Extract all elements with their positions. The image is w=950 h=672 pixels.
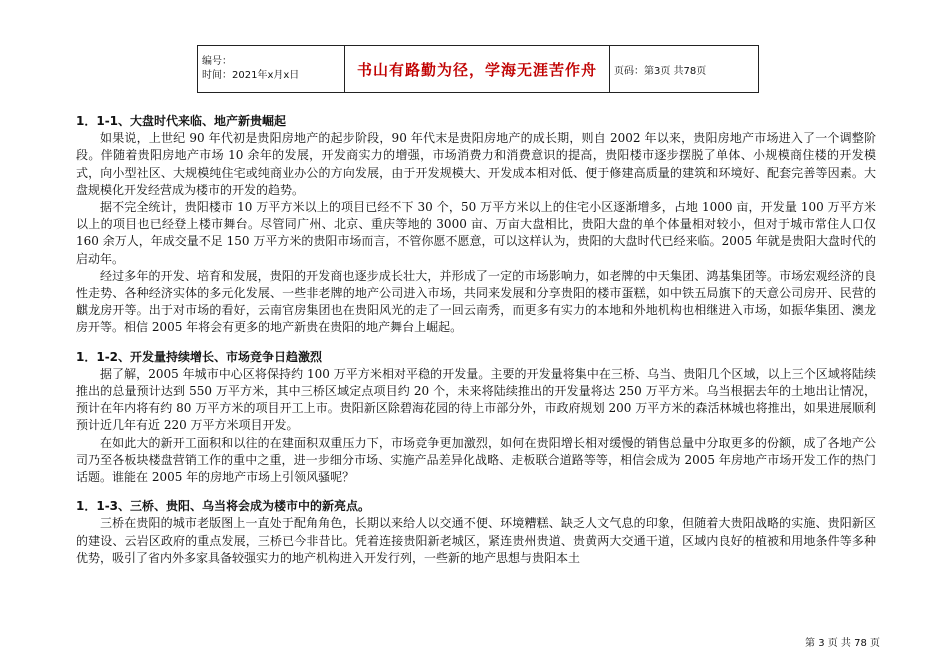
section-heading: 1．1-2、开发量持续增长、市场竞争日趋激烈 <box>76 349 323 364</box>
paragraph: 经过多年的开发、培育和发展，贵阳的开发商也逐步成长壮大，并形成了一定的市场影响力，如老牌的中天集团、鸿基集团等。市场宏观经济的良性走势、各种经济实体的多元化发展、一些非老牌的地产公司进入市场，共同来发展和分享贵阳的楼市蛋糕，如中铁五局旗下的天意公司房开、民营的麒龙房开等。出于对市场的看好，云南官房集团也在贵阳风光的走了一回云南秀，而更多有实力的本地和外地机构也相继进入市场，如振华集团、澳龙房开等。相信 2005 年将会有更多的地产新贵在贵阳的地产舞台上崛起。 <box>76 268 876 335</box>
page-header <box>197 45 759 93</box>
section-heading: 1．1-3、三桥、贵阳、乌当将会成为楼市中的新亮点。 <box>76 499 371 514</box>
section <box>76 349 876 487</box>
document-date-label: 时间：2021年x月x日 <box>202 70 300 81</box>
document-number-label: 编号： <box>202 56 232 67</box>
header-motto: 书山有路勤为径，学海无涯苦作舟 <box>345 46 610 93</box>
paragraph: 据不完全统计，贵阳楼市 10 万平方米以上的项目已经不下 30 个，50 万平方米以上的住宅小区逐渐增多，占地 1000 亩，开发量 100 万平方米以上的项目也已经登上楼市舞台。尽管同广州、北京、重庆等地的 3000 亩、万亩大盘相比，贵阳大盘的单个体量相对较小，但对于城市常住人口仅 160 余万人，年成交量不足 150 万平方米的贵阳市场而言，不管你愿不愿意，可以这样认为，贵阳的大盘时代已经来临。2005 年就是贵阳大盘时代的启动年。 <box>76 200 876 266</box>
paragraph: 据了解，2005 年城市中心区将保持约 100 万平方米相对平稳的开发量。主要的开发量将集中在三桥、乌当、贵阳几个区域，以上三个区域将陆续推出的总量预计达到 550 万平方米，其中三桥区域定点项目约 20 个，未来将陆续推出的开发量将达 250 万平方米。乌当根据去年的土地出让情况，预计在年内将有约 80 万平方米的项目开工上市。贵阳新区除碧海花园的待上市部分外，市政府规划 200 万平方米的森活林城也将推出，如果进展顺利预计近几年有近 220 万平方米项目开发。 <box>76 366 876 433</box>
section <box>76 113 876 337</box>
paragraph: 在如此大的新开工面积和以往的在建面积双重压力下，市场竞争更加激烈，如何在贵阳增长相对缓慢的销售总量中分取更多的份额，成了各地产公司乃至各板块楼盘营销工作的重中之重，进一步细分市场、实施产品差异化战略、走板联合道路等等，相信会成为 2005 年房地产市场开发工作的热门话题。谁能在 2005 年的房地产市场上引领风骚呢？ <box>76 435 876 485</box>
paragraph: 如果说，上世纪 90 年代初是贵阳房地产的起步阶段，90 年代末是贵阳房地产的成长期，则自 2002 年以来，贵阳房地产市场进入了一个调整阶段。伴随着贵阳房地产市场 10 余年的发展，开发商实力的增强，市场消费力和消费意识的提高，贵阳楼市逐步摆脱了单体、小规模商住楼的开发模式，向小型社区、大规模纯住宅或纯商业办公的方向发展，由于开发规模大、开发成本相对低、便于修建高质量的建筑和环境好、配套完善等因素。大盘规模化开发经营成为楼市的开发的趋势。 <box>76 131 876 197</box>
page-footer: 第 3 页 共 78 页 <box>805 638 880 649</box>
header-page-number: 页码：第3页 共78页 <box>610 46 759 93</box>
section-heading: 1．1-1、大盘时代来临、地产新贵崛起 <box>76 114 287 128</box>
paragraph: 三桥在贵阳的城市老版图上一直处于配角角色，长期以来给人以交通不便、环境糟糕、缺乏人文气息的印象，但随着大贵阳战略的实施、贵阳新区的建设、云岩区政府的重点发展，三桥已今非昔比。凭着连接贵阳新老城区，紧连贵州贵道、贵黄两大交通干道，区域内良好的植被和用地条件等多种优势，吸引了省内外多家具备较强实力的地产机构进入开发行列，一些新的地产思想与贵阳本土 <box>76 516 876 565</box>
document-body <box>76 113 876 567</box>
header-meta <box>198 46 345 93</box>
section <box>76 498 876 567</box>
